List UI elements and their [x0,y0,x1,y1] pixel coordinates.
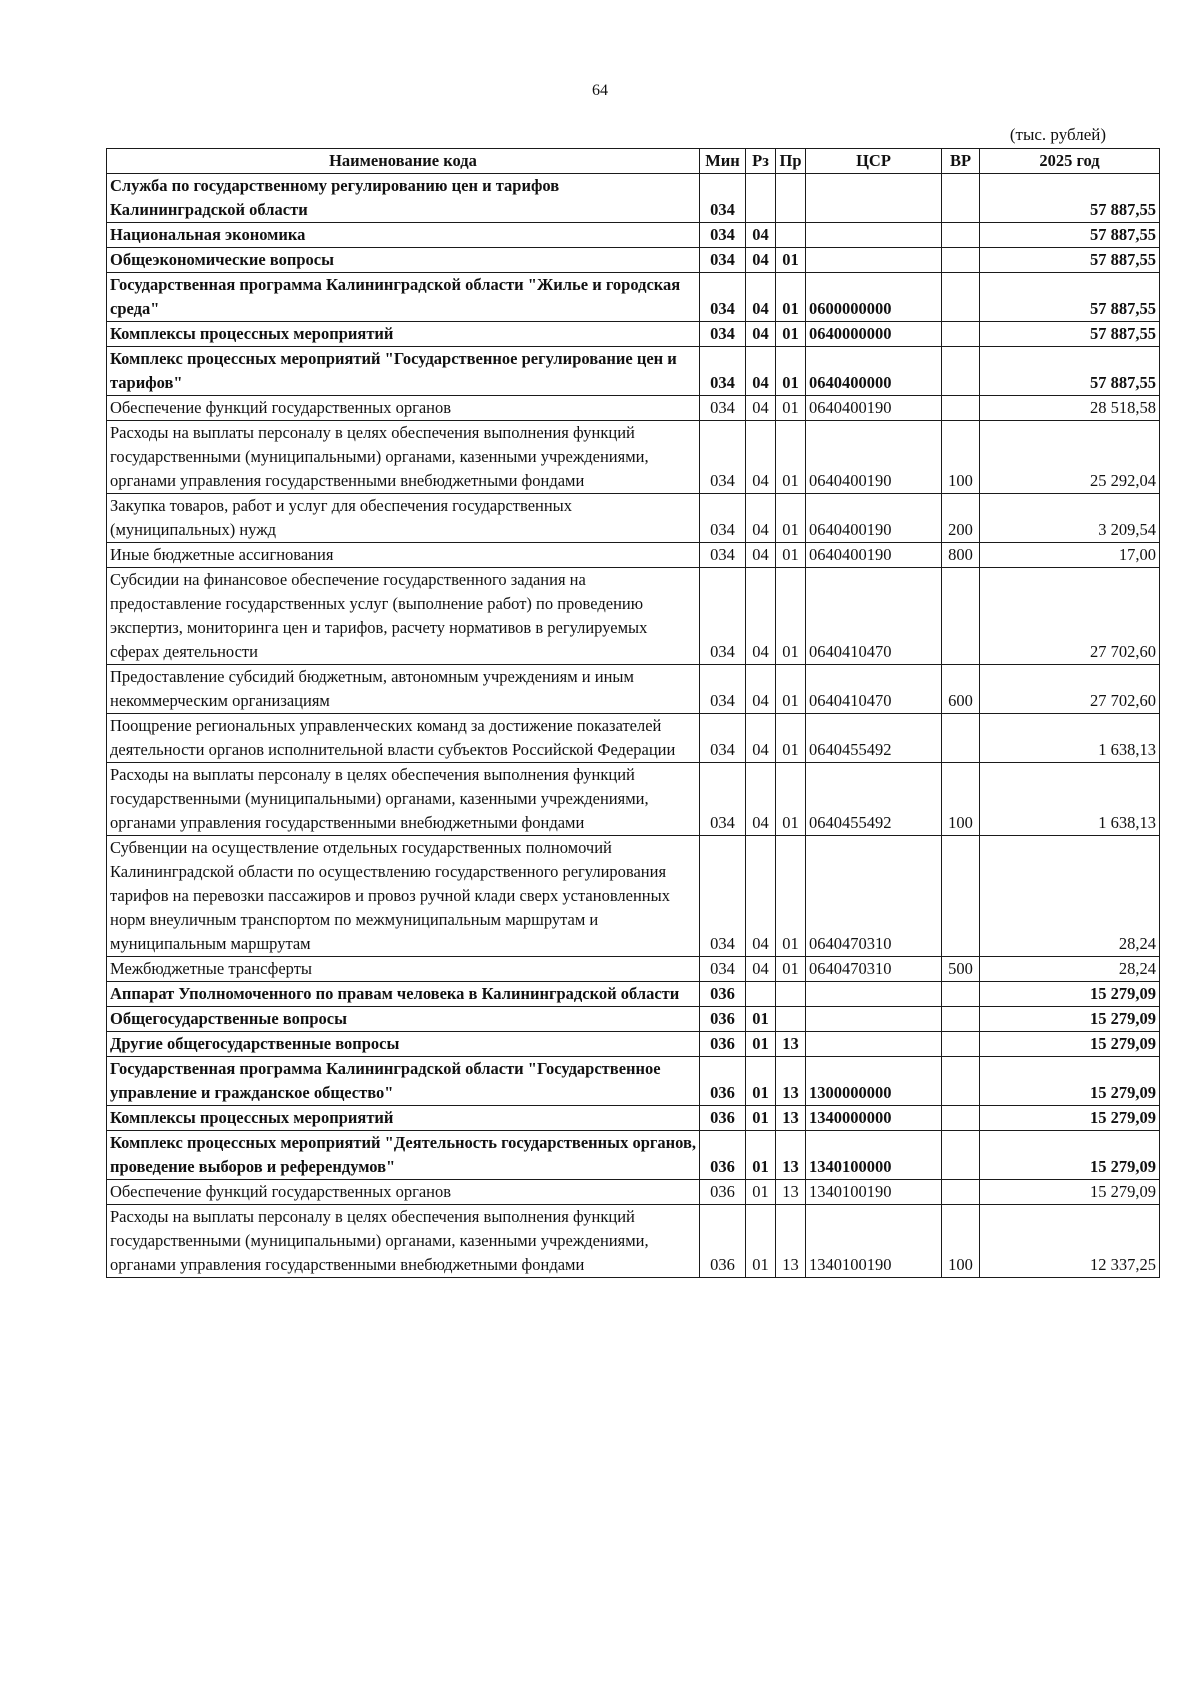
table-row [107,982,1160,1007]
cell-name: Закупка товаров, работ и услуг для обеспечения государственных (муниципальных) нужд [107,494,700,543]
cell-rz: 01 [746,1131,776,1180]
cell-csr [806,1007,942,1032]
cell-vr [942,174,980,223]
table-row [107,421,1160,494]
cell-rz: 04 [746,763,776,836]
cell-min: 034 [700,763,746,836]
cell-amount: 15 279,09 [980,1007,1160,1032]
table-header-row [107,149,1160,174]
cell-min: 036 [700,1007,746,1032]
cell-csr: 0640470310 [806,957,942,982]
cell-name: Расходы на выплаты персоналу в целях обеспечения выполнения функций государственными (муниципальными) органами, казенными учреждениями, органами управления государственными внебюджетными фондами [107,763,700,836]
cell-amount: 15 279,09 [980,1057,1160,1106]
cell-amount: 27 702,60 [980,665,1160,714]
cell-vr [942,1007,980,1032]
cell-name: Комплекс процессных мероприятий "Государственное регулирование цен и тарифов" [107,347,700,396]
cell-vr [942,322,980,347]
table-row [107,322,1160,347]
cell-csr: 0640000000 [806,322,942,347]
cell-pr [776,982,806,1007]
table-row [107,273,1160,322]
cell-vr [942,982,980,1007]
cell-vr [942,248,980,273]
cell-amount: 57 887,55 [980,273,1160,322]
header-rz: Рз [746,149,776,174]
cell-name: Комплекс процессных мероприятий "Деятельность государственных органов, проведение выборов и референдумов" [107,1131,700,1180]
table-row [107,174,1160,223]
cell-vr [942,347,980,396]
cell-vr: 100 [942,421,980,494]
cell-pr: 13 [776,1057,806,1106]
cell-pr: 01 [776,836,806,957]
cell-vr [942,836,980,957]
cell-amount: 15 279,09 [980,1131,1160,1180]
cell-pr [776,174,806,223]
table-row [107,763,1160,836]
table-row [107,248,1160,273]
cell-min: 034 [700,396,746,421]
table-row [107,1057,1160,1106]
cell-amount: 15 279,09 [980,1180,1160,1205]
cell-csr: 1340100000 [806,1131,942,1180]
cell-vr [942,223,980,248]
cell-min: 036 [700,1180,746,1205]
cell-csr: 0640400190 [806,421,942,494]
cell-amount: 57 887,55 [980,248,1160,273]
cell-csr [806,982,942,1007]
cell-name: Служба по государственному регулированию цен и тарифов Калининградской области [107,174,700,223]
cell-name: Комплексы процессных мероприятий [107,322,700,347]
cell-name: Поощрение региональных управленческих команд за достижение показателей деятельности органов исполнительной власти субъектов Российской Федерации [107,714,700,763]
cell-rz: 04 [746,248,776,273]
cell-csr: 1340100190 [806,1180,942,1205]
cell-name: Субвенции на осуществление отдельных государственных полномочий Калининградской области по осуществлению государственного регулирования тарифов на перевозки пассажиров и провоз ручной клади сверх установленных норм внеуличным транспортом по межмуниципальным маршрутам и муниципальным маршрутам [107,836,700,957]
cell-pr: 01 [776,568,806,665]
cell-csr: 0640400000 [806,347,942,396]
cell-min: 034 [700,273,746,322]
cell-min: 036 [700,1205,746,1278]
cell-pr: 01 [776,665,806,714]
cell-pr: 01 [776,322,806,347]
cell-name: Комплексы процессных мероприятий [107,1106,700,1131]
cell-csr [806,1032,942,1057]
table-row [107,1106,1160,1131]
cell-pr: 13 [776,1106,806,1131]
cell-pr: 01 [776,714,806,763]
cell-vr: 500 [942,957,980,982]
cell-name: Общегосударственные вопросы [107,1007,700,1032]
cell-rz: 01 [746,1032,776,1057]
cell-pr [776,223,806,248]
cell-rz: 04 [746,421,776,494]
table-row [107,1180,1160,1205]
cell-rz: 04 [746,568,776,665]
cell-csr [806,174,942,223]
table-row [107,836,1160,957]
cell-pr: 01 [776,396,806,421]
cell-pr: 01 [776,248,806,273]
cell-rz: 01 [746,1180,776,1205]
cell-rz: 04 [746,347,776,396]
cell-rz: 04 [746,836,776,957]
table-row [107,568,1160,665]
header-name: Наименование кода [107,149,700,174]
cell-pr: 01 [776,543,806,568]
cell-amount: 25 292,04 [980,421,1160,494]
cell-rz [746,982,776,1007]
table-row [107,347,1160,396]
cell-min: 034 [700,223,746,248]
cell-min: 034 [700,494,746,543]
cell-rz: 04 [746,396,776,421]
cell-pr: 01 [776,763,806,836]
cell-vr: 100 [942,763,980,836]
cell-rz: 04 [746,322,776,347]
cell-name: Субсидии на финансовое обеспечение государственного задания на предоставление государственных услуг (выполнение работ) по проведению экспертиз, мониторинга цен и тарифов, расчету нормативов в регулируемых сферах деятельности [107,568,700,665]
cell-amount: 12 337,25 [980,1205,1160,1278]
cell-rz: 01 [746,1205,776,1278]
cell-rz: 04 [746,714,776,763]
header-pr: Пр [776,149,806,174]
cell-min: 034 [700,248,746,273]
cell-min: 034 [700,174,746,223]
cell-vr [942,1057,980,1106]
cell-amount: 57 887,55 [980,322,1160,347]
cell-csr [806,223,942,248]
cell-csr: 0640400190 [806,494,942,543]
cell-rz: 04 [746,223,776,248]
cell-min: 034 [700,322,746,347]
cell-name: Иные бюджетные ассигнования [107,543,700,568]
cell-rz: 04 [746,273,776,322]
cell-name: Обеспечение функций государственных органов [107,1180,700,1205]
cell-pr: 01 [776,494,806,543]
cell-pr: 01 [776,957,806,982]
cell-amount: 27 702,60 [980,568,1160,665]
cell-name: Государственная программа Калининградской области "Жилье и городская среда" [107,273,700,322]
cell-name: Межбюджетные трансферты [107,957,700,982]
cell-min: 034 [700,543,746,568]
units-label: (тыс. рублей) [1009,125,1106,144]
cell-amount: 1 638,13 [980,763,1160,836]
cell-vr: 600 [942,665,980,714]
cell-name: Государственная программа Калининградской области "Государственное управление и гражданское общество" [107,1057,700,1106]
budget-table [106,148,1160,1278]
table-row [107,1007,1160,1032]
cell-name: Общеэкономические вопросы [107,248,700,273]
table-row [107,1131,1160,1180]
cell-min: 034 [700,347,746,396]
cell-amount: 17,00 [980,543,1160,568]
cell-name: Национальная экономика [107,223,700,248]
cell-csr: 0640400190 [806,543,942,568]
cell-min: 036 [700,982,746,1007]
cell-csr: 0640410470 [806,665,942,714]
cell-pr: 01 [776,421,806,494]
cell-rz: 04 [746,543,776,568]
cell-rz: 01 [746,1057,776,1106]
cell-rz: 04 [746,957,776,982]
cell-vr [942,714,980,763]
cell-amount: 57 887,55 [980,223,1160,248]
cell-amount: 3 209,54 [980,494,1160,543]
header-vr: ВР [942,149,980,174]
cell-amount: 28,24 [980,836,1160,957]
cell-amount: 15 279,09 [980,1032,1160,1057]
cell-pr: 13 [776,1131,806,1180]
cell-min: 034 [700,421,746,494]
cell-amount: 28 518,58 [980,396,1160,421]
cell-rz: 01 [746,1007,776,1032]
cell-min: 036 [700,1032,746,1057]
cell-min: 034 [700,714,746,763]
cell-rz: 04 [746,494,776,543]
cell-csr: 1300000000 [806,1057,942,1106]
table-row [107,714,1160,763]
cell-pr: 13 [776,1180,806,1205]
cell-amount: 15 279,09 [980,982,1160,1007]
page-number: 64 [592,82,608,99]
cell-pr: 13 [776,1032,806,1057]
cell-vr [942,1131,980,1180]
cell-vr [942,1180,980,1205]
cell-csr: 0640400190 [806,396,942,421]
cell-csr: 1340000000 [806,1106,942,1131]
cell-csr [806,248,942,273]
cell-min: 036 [700,1106,746,1131]
cell-pr [776,1007,806,1032]
cell-min: 034 [700,836,746,957]
header-min: Мин [700,149,746,174]
cell-csr: 0640455492 [806,763,942,836]
cell-name: Расходы на выплаты персоналу в целях обеспечения выполнения функций государственными (муниципальными) органами, казенными учреждениями, органами управления государственными внебюджетными фондами [107,421,700,494]
table-row [107,223,1160,248]
cell-pr: 13 [776,1205,806,1278]
cell-csr: 0600000000 [806,273,942,322]
cell-vr [942,1106,980,1131]
cell-vr [942,1032,980,1057]
table-row [107,957,1160,982]
cell-min: 034 [700,665,746,714]
cell-min: 034 [700,957,746,982]
table-row [107,665,1160,714]
cell-amount: 28,24 [980,957,1160,982]
cell-name: Другие общегосударственные вопросы [107,1032,700,1057]
cell-name: Расходы на выплаты персоналу в целях обеспечения выполнения функций государственными (муниципальными) органами, казенными учреждениями, органами управления государственными внебюджетными фондами [107,1205,700,1278]
cell-min: 036 [700,1131,746,1180]
table-row [107,494,1160,543]
cell-min: 034 [700,568,746,665]
cell-vr: 100 [942,1205,980,1278]
cell-csr: 1340100190 [806,1205,942,1278]
cell-amount: 57 887,55 [980,174,1160,223]
cell-amount: 1 638,13 [980,714,1160,763]
table-row [107,543,1160,568]
cell-vr [942,273,980,322]
cell-csr: 0640410470 [806,568,942,665]
cell-pr: 01 [776,273,806,322]
cell-rz [746,174,776,223]
cell-vr: 200 [942,494,980,543]
cell-name: Предоставление субсидий бюджетным, автономным учреждениям и иным некоммерческим организациям [107,665,700,714]
table-row [107,1032,1160,1057]
cell-name: Обеспечение функций государственных органов [107,396,700,421]
table-row [107,1205,1160,1278]
cell-vr [942,396,980,421]
cell-amount: 57 887,55 [980,347,1160,396]
cell-pr: 01 [776,347,806,396]
header-csr: ЦСР [806,149,942,174]
cell-csr: 0640470310 [806,836,942,957]
cell-csr: 0640455492 [806,714,942,763]
cell-amount: 15 279,09 [980,1106,1160,1131]
table-row [107,396,1160,421]
cell-rz: 04 [746,665,776,714]
cell-vr: 800 [942,543,980,568]
header-year: 2025 год [980,149,1160,174]
cell-rz: 01 [746,1106,776,1131]
cell-vr [942,568,980,665]
cell-min: 036 [700,1057,746,1106]
cell-name: Аппарат Уполномоченного по правам человека в Калининградской области [107,982,700,1007]
